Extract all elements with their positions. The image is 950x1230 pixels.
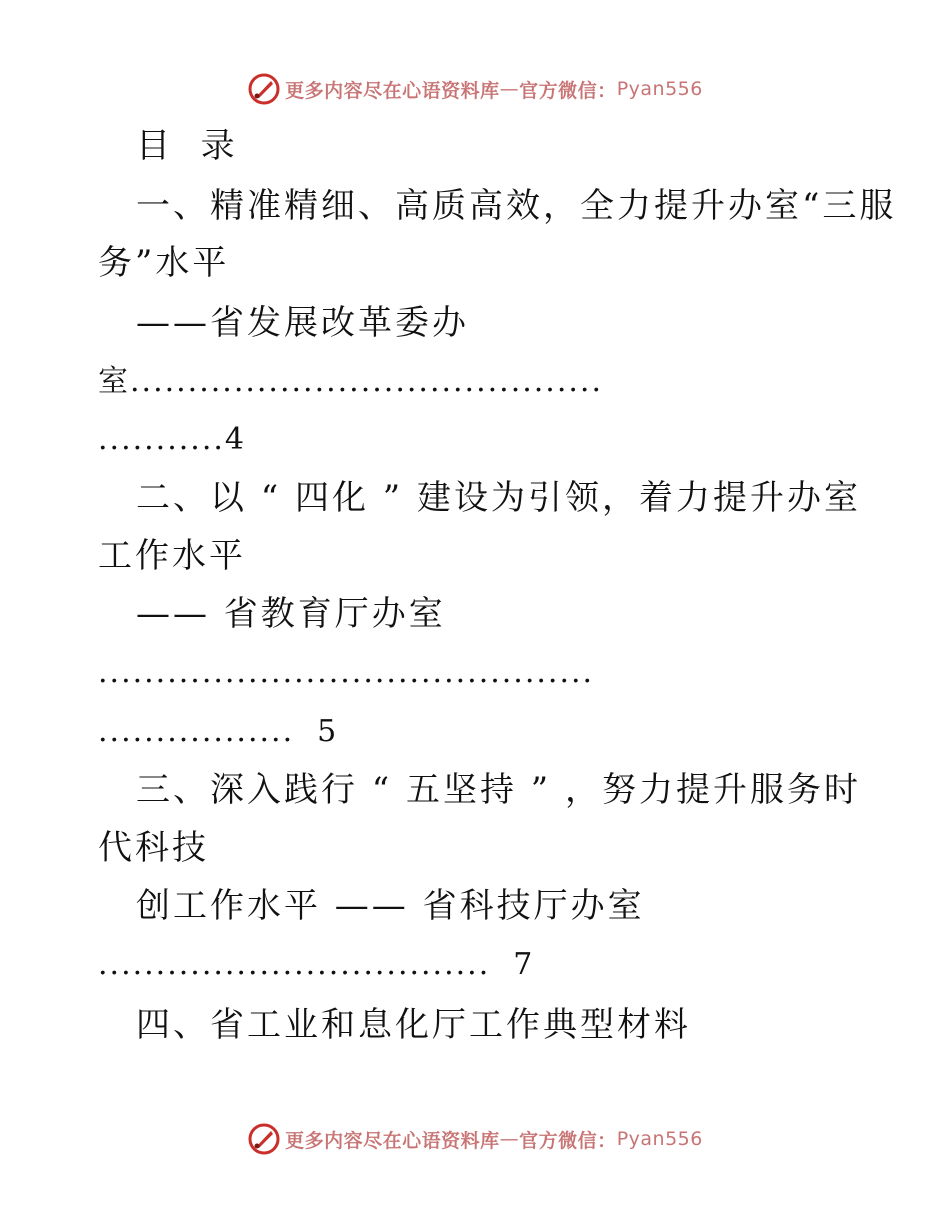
watermark-separator: —	[499, 78, 520, 100]
toc-line: 创工作水平 —— 省科技厅办室	[136, 886, 645, 926]
toc-line: —— 省教育厅办室	[136, 594, 446, 634]
toc-line: 一、精准精细、高质高效，全力提升办室“三服	[136, 186, 897, 226]
toc-heading: 目 录	[136, 126, 238, 166]
toc-leader: 室.........................................	[98, 364, 603, 399]
watermark-wechat-label: 官方微信：	[519, 79, 617, 102]
watermark-separator: —	[499, 1128, 520, 1150]
toc-line: 务”水平	[98, 243, 230, 283]
toc-leader-page: .................................. 7	[98, 947, 535, 982]
toc-line: 代科技	[98, 828, 209, 868]
watermark-header	[0, 72, 950, 106]
feather-pen-badge-icon	[247, 1122, 281, 1156]
toc-line: 工作水平	[98, 536, 246, 576]
toc-line: ——省发展改革委办	[136, 303, 469, 343]
watermark-brand: 更多内容尽在心语资料库	[285, 1129, 500, 1152]
watermark-brand: 更多内容尽在心语资料库	[285, 79, 500, 102]
toc-leader-page: ................. 5	[98, 714, 339, 749]
watermark-wechat-id: Pyan556	[616, 1128, 703, 1150]
toc-leader-page: ...........4	[98, 422, 246, 457]
toc-line: 四、省工业和息化厅工作典型材料	[136, 1005, 691, 1045]
toc-leader: ...........................................	[98, 655, 595, 690]
toc-line: 二、以 “ 四化 ” 建设为引领，着力提升办室	[136, 478, 861, 518]
toc-line: 三、深入践行 “ 五坚持 ” ，努力提升服务时	[136, 770, 861, 810]
watermark-wechat-id: Pyan556	[616, 78, 703, 100]
watermark-wechat-label: 官方微信：	[519, 1129, 617, 1152]
watermark-footer	[0, 1122, 950, 1156]
feather-pen-badge-icon	[247, 72, 281, 106]
